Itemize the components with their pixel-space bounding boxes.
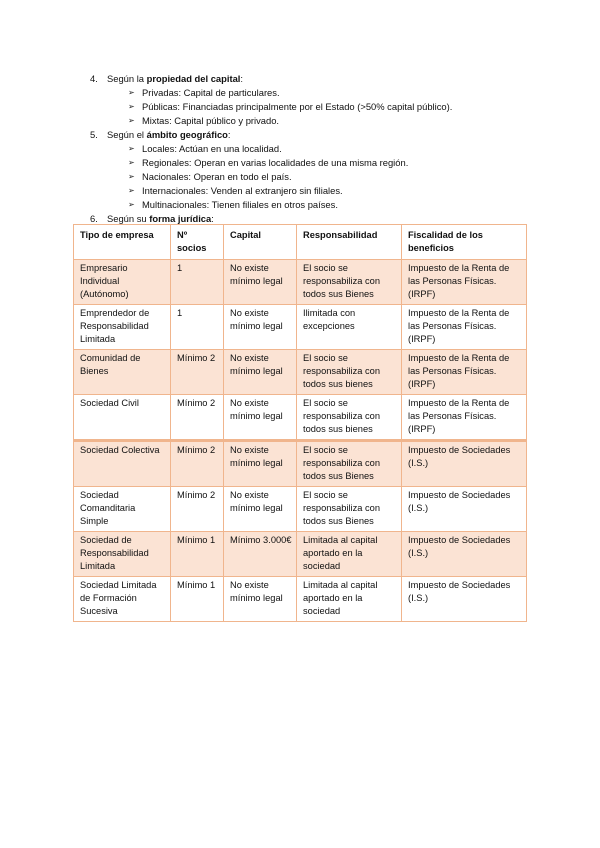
table-cell: Mínimo 1	[171, 532, 224, 577]
table-row	[74, 350, 527, 395]
table-cell: 1	[171, 305, 224, 350]
table-cell: Ilimitada con excepciones	[297, 305, 402, 350]
table-cell: Mínimo 2	[171, 350, 224, 395]
list-item: ➢ Mixtas: Capital público y privado.	[128, 115, 280, 126]
list-item: ➢ Privadas: Capital de particulares.	[128, 87, 280, 98]
table-cell: Impuesto de la Renta de las Personas Físicas. (IRPF)	[402, 395, 527, 441]
column-header: Responsabilidad	[297, 225, 402, 260]
table-cell: Impuesto de la Renta de las Personas Físicas. (IRPF)	[402, 260, 527, 305]
table-cell: Mínimo 2	[171, 441, 224, 487]
column-header: Tipo de empresa	[74, 225, 171, 260]
table-cell: 1	[171, 260, 224, 305]
table-cell: Empresario Individual (Autónomo)	[74, 260, 171, 305]
table-row	[74, 395, 527, 441]
table-cell: No existe mínimo legal	[224, 305, 297, 350]
table-cell: Impuesto de la Renta de las Personas Físicas. (IRPF)	[402, 305, 527, 350]
column-header: Fiscalidad de los beneficios	[402, 225, 527, 260]
arrow-bullet-icon: ➢	[128, 102, 135, 111]
table-cell: Sociedad Civil	[74, 395, 171, 441]
table-cell: No existe mínimo legal	[224, 260, 297, 305]
heading-forma-juridica: 6. Según su forma jurídica:	[90, 213, 214, 224]
column-header: Capital	[224, 225, 297, 260]
table-cell: El socio se responsabiliza con todos sus Bienes	[297, 441, 402, 487]
table-cell: No existe mínimo legal	[224, 350, 297, 395]
heading-propiedad: 4. Según la propiedad del capital:	[90, 73, 244, 84]
table-cell: Limitada al capital aportado en la sociedad	[297, 577, 402, 622]
table-row	[74, 532, 527, 577]
table-cell: Sociedad Limitada de Formación Sucesiva	[74, 577, 171, 622]
table-cell: El socio se responsabiliza con todos sus Bienes	[297, 260, 402, 305]
table-cell: El socio se responsabiliza con todos sus bienes	[297, 395, 402, 441]
list-item: ➢ Regionales: Operan en varias localidades de una misma región.	[128, 157, 409, 168]
classification-outline	[90, 72, 550, 226]
list-item: ➢ Internacionales: Venden al extranjero sin filiales.	[128, 185, 343, 196]
table-cell: El socio se responsabiliza con todos sus Bienes	[297, 487, 402, 532]
table-cell: No existe mínimo legal	[224, 487, 297, 532]
table-cell: No existe mínimo legal	[224, 441, 297, 487]
table-cell: No existe mínimo legal	[224, 577, 297, 622]
arrow-bullet-icon: ➢	[128, 88, 135, 97]
table-cell: Impuesto de Sociedades (I.S.)	[402, 577, 527, 622]
table-cell: Sociedad de Responsabilidad Limitada	[74, 532, 171, 577]
company-types-table	[73, 224, 527, 622]
table-cell: Sociedad Colectiva	[74, 441, 171, 487]
table-row	[74, 441, 527, 487]
table-cell: Impuesto de Sociedades (I.S.)	[402, 532, 527, 577]
table-cell: El socio se responsabiliza con todos sus bienes	[297, 350, 402, 395]
table-cell: Mínimo 1	[171, 577, 224, 622]
table-row	[74, 487, 527, 532]
table-cell: Mínimo 2	[171, 395, 224, 441]
arrow-bullet-icon: ➢	[128, 172, 135, 181]
column-header: Nº socios	[171, 225, 224, 260]
table-cell: Emprendedor de Responsabilidad Limitada	[74, 305, 171, 350]
table-cell: Mínimo 3.000€	[224, 532, 297, 577]
table-cell: Comunidad de Bienes	[74, 350, 171, 395]
table-row	[74, 577, 527, 622]
table-cell: Mínimo 2	[171, 487, 224, 532]
table-row	[74, 260, 527, 305]
list-item: ➢ Locales: Actúan en una localidad.	[128, 143, 282, 154]
heading-ambito: 5. Según el ámbito geográfico:	[90, 129, 231, 140]
table-cell: Impuesto de Sociedades (I.S.)	[402, 441, 527, 487]
table-cell: Sociedad Comanditaria Simple	[74, 487, 171, 532]
list-item: ➢ Nacionales: Operan en todo el país.	[128, 171, 292, 182]
arrow-bullet-icon: ➢	[128, 186, 135, 195]
table-cell: Limitada al capital aportado en la sociedad	[297, 532, 402, 577]
arrow-bullet-icon: ➢	[128, 144, 135, 153]
arrow-bullet-icon: ➢	[128, 116, 135, 125]
table-row	[74, 305, 527, 350]
arrow-bullet-icon: ➢	[128, 200, 135, 209]
table-header-row	[74, 225, 527, 260]
list-item: ➢ Multinacionales: Tienen filiales en otros países.	[128, 199, 338, 210]
table-cell: Impuesto de la Renta de las Personas Físicas. (IRPF)	[402, 350, 527, 395]
list-item: ➢ Públicas: Financiadas principalmente por el Estado (>50% capital público).	[128, 101, 453, 112]
table-cell: Impuesto de Sociedades (I.S.)	[402, 487, 527, 532]
arrow-bullet-icon: ➢	[128, 158, 135, 167]
table-cell: No existe mínimo legal	[224, 395, 297, 441]
